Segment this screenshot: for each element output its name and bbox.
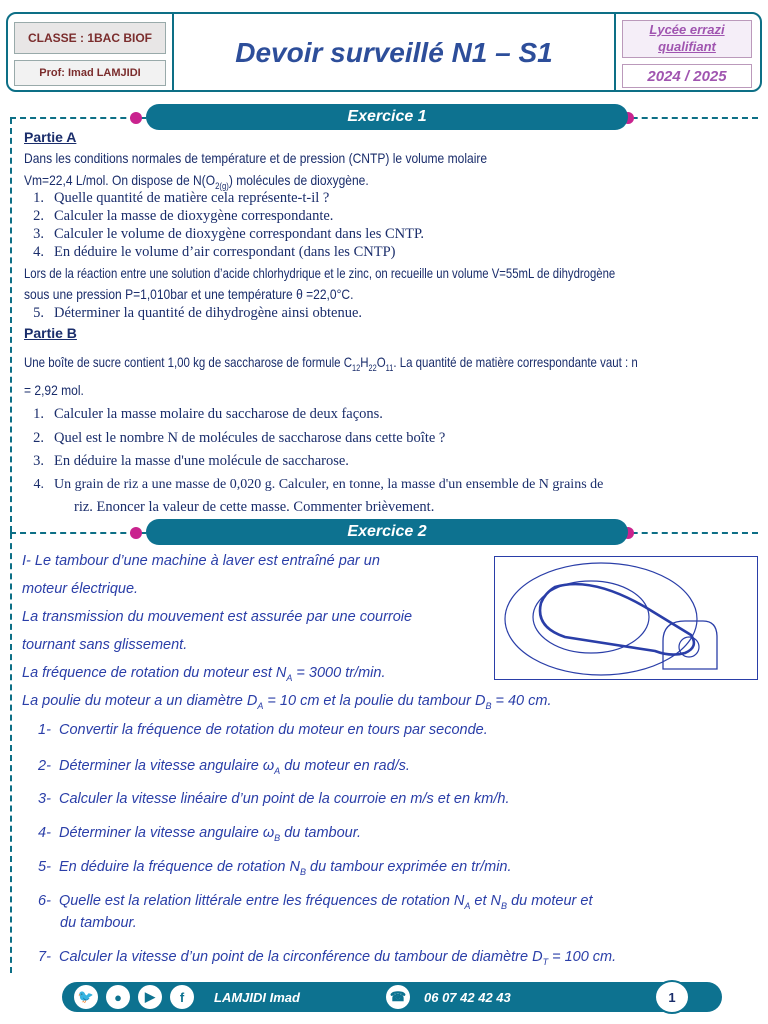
section-border: [10, 118, 12, 532]
question-item: 3. En déduire la masse d'une molécule de saccharose.: [33, 453, 349, 469]
instagram-icon[interactable]: ●: [106, 985, 130, 1009]
question-item: 4. Un grain de riz a une masse de 0,020 g. Calculer, en tonne, la masse d'un ensemble de N grains de: [33, 477, 604, 492]
banner-dot: [130, 112, 142, 124]
question-item: 3. Calculer le volume de dioxygène correspondant dans les CNTP.: [33, 226, 425, 242]
question-item: 5- En déduire la fréquence de rotation $N_B$ du tambour exprimée en tr/min.: [38, 859, 512, 877]
question-item: 1. Calculer la masse molaire du saccharose de deux façons.: [33, 406, 383, 422]
motor-housing: [663, 621, 717, 669]
question-item: 2. Quel est le nombre N de molécules de saccharose dans cette boîte ?: [33, 430, 446, 446]
page-title: Devoir surveillé N1 – S1: [235, 37, 553, 68]
section-border: [10, 533, 12, 973]
exercise-1-banner: Exercice 1: [146, 104, 628, 130]
paragraph: Dans les conditions normales de température et de pression (CNTP) le volume molaire: [24, 150, 488, 166]
paragraph: La transmission du mouvement est assurée par une courroie: [22, 609, 413, 625]
part-a-heading: Partie A: [24, 129, 77, 145]
page-number: 1: [654, 980, 690, 1014]
class-label: CLASSE : 1BAC BIOF: [14, 22, 166, 54]
twitter-icon[interactable]: 🐦: [74, 985, 98, 1009]
teacher-label: Prof: Imad LAMJIDI: [14, 60, 166, 86]
school-year: 2024 / 2025: [622, 64, 752, 88]
paragraph: sous une pression P=1,010bar et une température θ =22,0°C.: [24, 286, 354, 302]
paragraph: Lors de la réaction entre une solution d’acide chlorhydrique et le zinc, on recueille un volume V=55mL de dihydrogène: [24, 265, 616, 281]
paragraph: moteur électrique.: [22, 581, 139, 597]
question-continuation: riz. Enoncer la valeur de cette masse. Commenter brièvement.: [74, 499, 435, 515]
header: [6, 12, 762, 92]
youtube-icon[interactable]: ▶: [138, 985, 162, 1009]
footer-bar: [62, 982, 722, 1012]
paragraph: tournant sans glissement.: [22, 637, 188, 653]
author-name: LAMJIDI Imad: [214, 989, 300, 1005]
facebook-icon[interactable]: f: [170, 985, 194, 1009]
question-item: 1- Convertir la fréquence de rotation du moteur en tours par seconde.: [38, 722, 488, 738]
question-item: 5. Déterminer la quantité de dihydrogène ainsi obtenue.: [33, 305, 363, 321]
paragraph: La fréquence de rotation du moteur est $N_A = 3000$ tr/min.: [22, 665, 386, 683]
phone-number: 06 07 42 42 43: [424, 989, 511, 1005]
question-item: 3- Calculer la vitesse linéaire d’un point de la courroie en m/s et en km/h.: [38, 791, 510, 807]
exercise-2-banner: Exercice 2: [146, 519, 628, 545]
part-b-heading: Partie B: [24, 325, 77, 341]
question-item: 6- Quelle est la relation littérale entre les fréquences de rotation $N_A$ et $N_B$ du moteur et: [38, 893, 593, 911]
question-continuation: du tambour.: [60, 915, 137, 931]
question-item: 2- Déterminer la vitesse angulaire $\omega_A$ du moteur en rad/s.: [38, 758, 410, 776]
divider: [614, 14, 616, 92]
pulley-diagram: [494, 556, 758, 680]
question-item: 4- Déterminer la vitesse angulaire $\omega_B$ du tambour.: [38, 825, 362, 843]
question-item: 4. En déduire le volume d’air correspondant (dans les CNTP): [33, 244, 396, 260]
divider: [172, 14, 174, 92]
paragraph: I- Le tambour d’une machine à laver est entraîné par un: [22, 553, 380, 569]
paragraph: Une boîte de sucre contient 1,00 kg de saccharose de formule $C_{12}H_{22}O_{11}$. La quantité de matière correspondante vaut : n: [24, 354, 638, 373]
school-name: Lycée errazi qualifiant: [622, 20, 752, 58]
banner-dot: [130, 527, 142, 539]
belt: [540, 584, 694, 654]
pulley-drawing: [495, 557, 757, 679]
paragraph: Vm=22,4 L/mol. On dispose de $N(O_{2(g)})$ molécules de dioxygène.: [24, 172, 369, 191]
question-item: 1. Quelle quantité de matière cela représente-t-il ?: [33, 190, 330, 206]
question-item: 2. Calculer la masse de dioxygène correspondante.: [33, 208, 334, 224]
drum-outer: [505, 563, 697, 675]
paragraph: La poulie du moteur a un diamètre $D_A = 10$ cm et la poulie du tambour $D_B = 40$ cm.: [22, 693, 552, 711]
paragraph: = 2,92 mol.: [24, 382, 84, 398]
motor-pulley: [679, 637, 699, 657]
question-item: 7- Calculer la vitesse d’un point de la circonférence du tambour de diamètre $D_T = 100$ cm.: [38, 949, 617, 967]
phone-icon: ☎: [386, 985, 410, 1009]
